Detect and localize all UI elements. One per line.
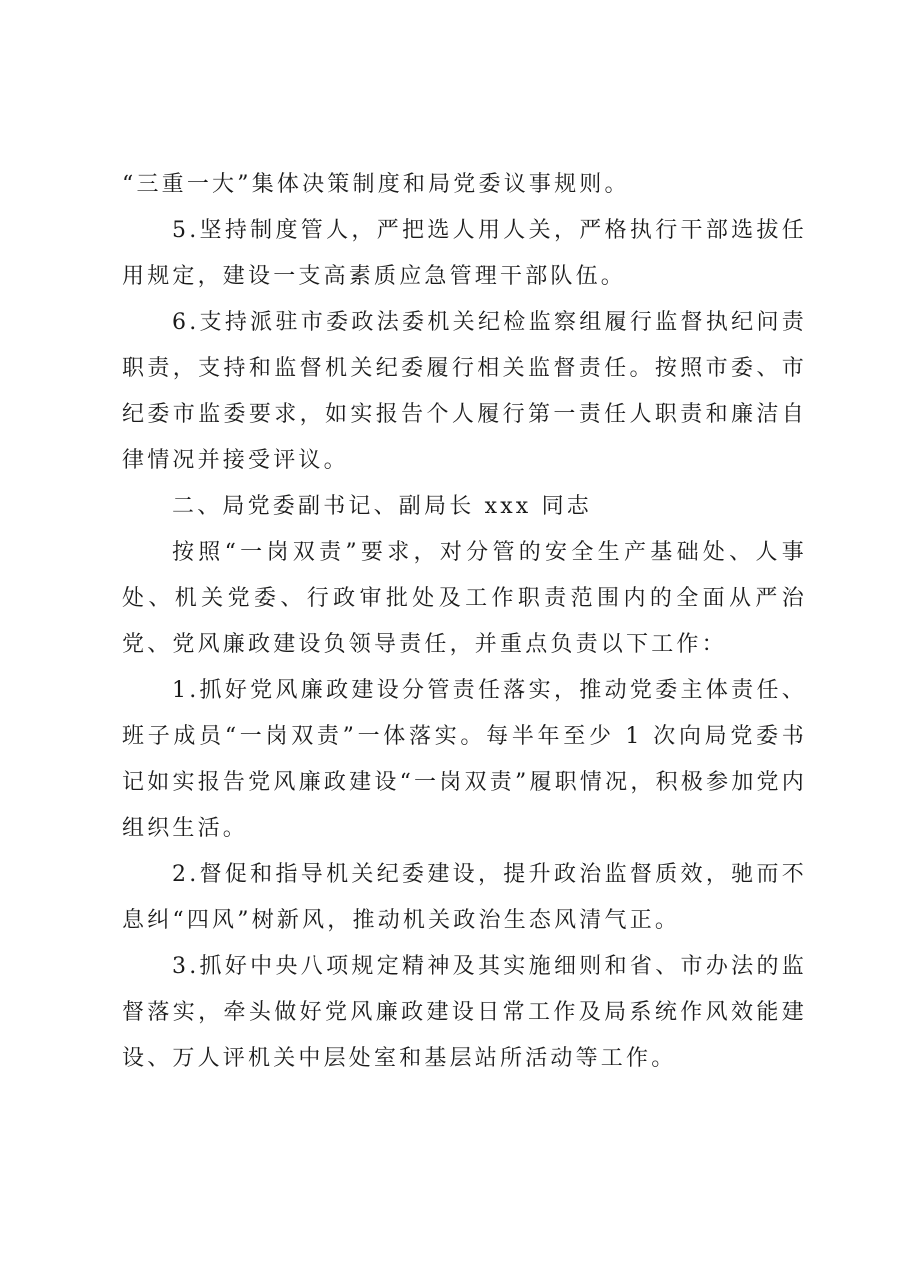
- paragraph-item-6: 6.支持派驻市委政法委机关纪检监察组履行监督执纪问责职责，支持和监督机关纪委履行相关监督责任。按照市委、市纪委市监委要求，如实报告个人履行第一责任人职责和廉洁自律情况并接受评议。: [122, 310, 807, 473]
- paragraph-continuation: “三重一大”集体决策制度和局党委议事规则。: [122, 172, 630, 197]
- paragraph-item-5: 5.坚持制度管人，严把选人用人关，严格执行干部选拔任用规定，建设一支高素质应急管理干部队伍。: [122, 218, 807, 289]
- paragraph-item-3: 3.抓好中央八项规定精神及其实施细则和省、市办法的监督落实，牵头做好党风廉政建设日常工作及局系统作风效能建设、万人评机关中层处室和基层站所活动等工作。: [122, 954, 807, 1071]
- document-body: [122, 162, 807, 1082]
- paragraph-item-2: 2.督促和指导机关纪委建设，提升政治监督质效，驰而不息纠“四风”树新风，推动机关政治生态风清气正。: [122, 862, 807, 933]
- section-heading: 二、局党委副书记、副局长 xxx 同志: [172, 494, 593, 519]
- paragraph-item-1: 1.抓好党风廉政建设分管责任落实，推动党委主体责任、班子成员“一岗双责”一体落实。每半年至少 1 次向局党委书记如实报告党风廉政建设“一岗双责”履职情况，积极参加党内组织生活。: [122, 678, 807, 841]
- paragraph-intro: 按照“一岗双责”要求，对分管的安全生产基础处、人事处、机关党委、行政审批处及工作职责范围内的全面从严治党、党风廉政建设负领导责任，并重点负责以下工作：: [122, 540, 807, 657]
